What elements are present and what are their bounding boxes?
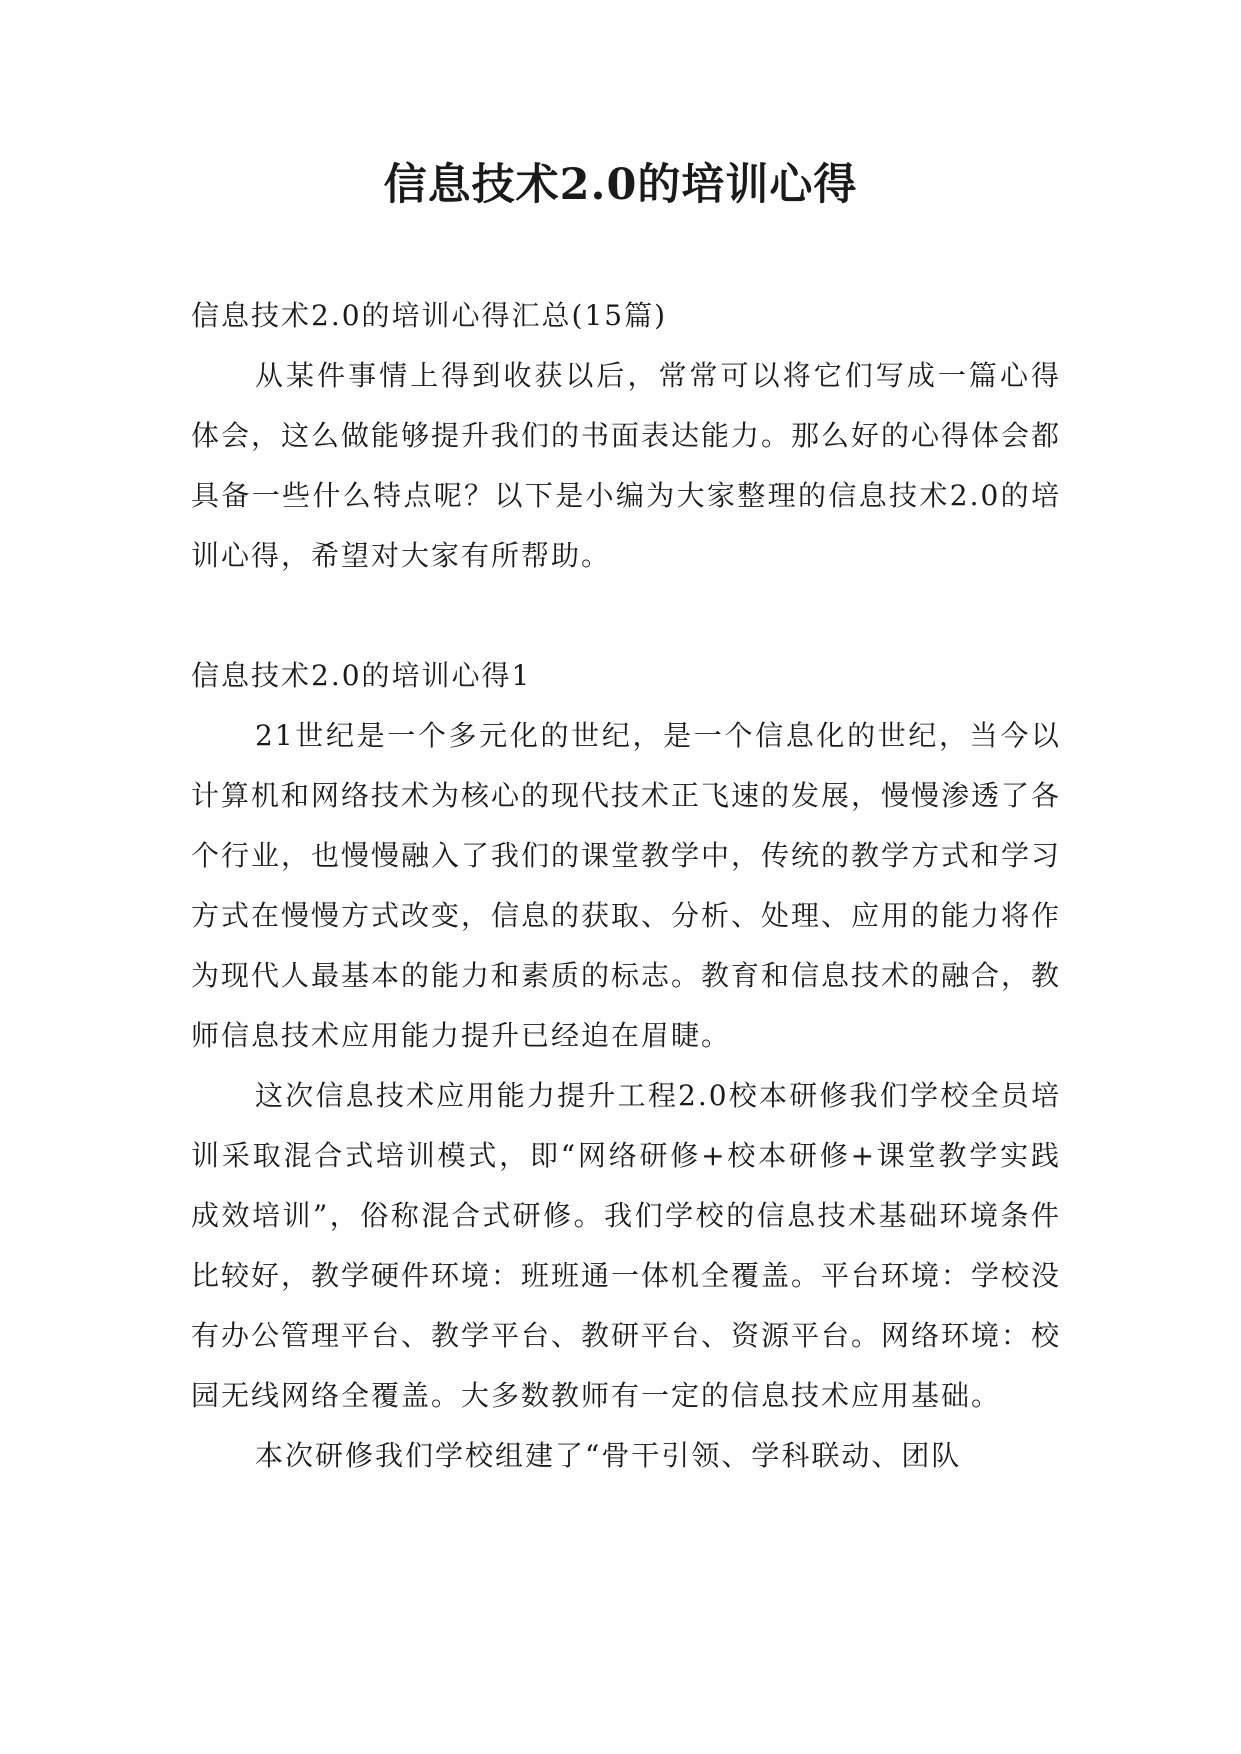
body-paragraph: 本次研修我们学校组建了“骨干引领、学科联动、团队 [255,1439,962,1472]
summary-heading: 信息技术2.0的培训心得汇总(15篇) [191,299,668,332]
page-title: 信息技术2.0的培训心得 [383,160,858,210]
body-paragraph: 这次信息技术应用能力提升工程2.0校本研修我们学校全员培训采取混合式培训模式，即“网络研修+校本研修+课堂教学实践成效培训”，俗称混合式研修。我们学校的信息技术基础环境条件比较好，教学硬件环境：班班通一体机全覆盖。平台环境：学校没有办公管理平台、教学平台、教研平台、资源平台。网络环境：校园无线网络全覆盖。大多数教师有一定的信息技术应用基础。 [191,1079,1062,1412]
section-spacer [191,586,1061,646]
intro-paragraph: 从某件事情上得到收获以后，常常可以将它们写成一篇心得体会，这么做能够提升我们的书面表达能力。那么好的心得体会都具备一些什么特点呢？以下是小编为大家整理的信息技术2.0的培训心得，希望对大家有所帮助。 [191,359,1062,572]
document-body [191,286,1061,1486]
section-heading: 信息技术2.0的培训心得1 [191,659,532,692]
body-paragraph: 21世纪是一个多元化的世纪，是一个信息化的世纪，当今以计算机和网络技术为核心的现代技术正飞速的发展，慢慢渗透了各个行业，也慢慢融入了我们的课堂教学中，传统的教学方式和学习方式在慢慢方式改变，信息的获取、分析、处理、应用的能力将作为现代人最基本的能力和素质的标志。教育和信息技术的融合，教师信息技术应用能力提升已经迫在眉睫。 [191,719,1062,1052]
